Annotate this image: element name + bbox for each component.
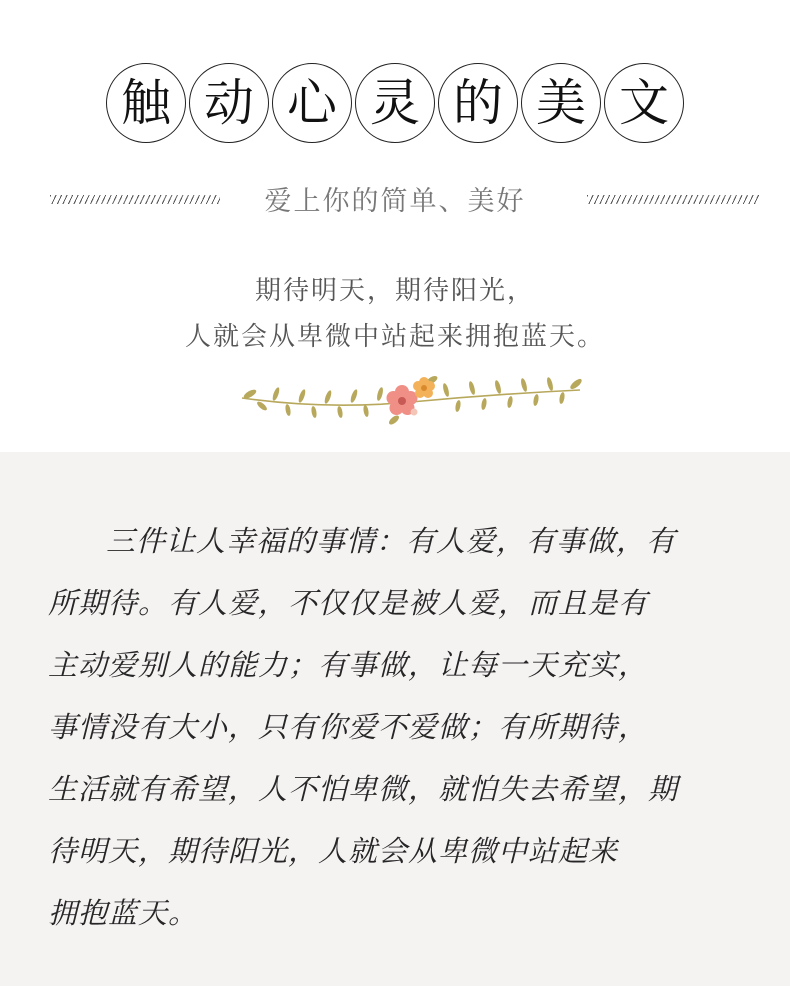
title-char: 文 [604,63,684,143]
lead-line-1: 期待明天，期待阳光， [254,276,535,306]
lead-line-2: 人就会从卑微中站起来拥抱蓝天。 [184,322,605,352]
floral-vine-ornament [236,368,586,430]
handwriting-line: 三件让人幸福的事情：有人爱，有事做，有 [106,524,677,558]
handwritten-passage [48,510,760,944]
title [0,63,790,143]
hatch-divider-right [587,195,759,204]
subtitle: 爱上你的简单、美好 [264,186,526,217]
handwriting-panel [0,452,790,986]
subtitle-row [0,177,790,221]
handwriting-line: 待明天，期待阳光，人就会从卑微中站起来 [48,834,619,868]
title-char: 触 [106,63,186,143]
handwriting-line: 生活就有希望，人不怕卑微，就怕失去希望，期 [48,772,679,806]
header-section [0,0,790,452]
handwriting-line: 主动爱别人的能力；有事做，让每一天充实， [48,648,649,682]
flower-icon [387,377,436,416]
title-char: 心 [272,63,352,143]
handwriting-line: 拥抱蓝天。 [48,896,199,930]
title-char: 美 [521,63,601,143]
handwriting-line: 所期待。有人爱，不仅仅是被人爱，而且是有 [48,586,649,620]
title-char: 动 [189,63,269,143]
title-char: 灵 [355,63,435,143]
title-char: 的 [438,63,518,143]
handwriting-line: 事情没有大小，只有你爱不爱做；有所期待， [48,710,649,744]
